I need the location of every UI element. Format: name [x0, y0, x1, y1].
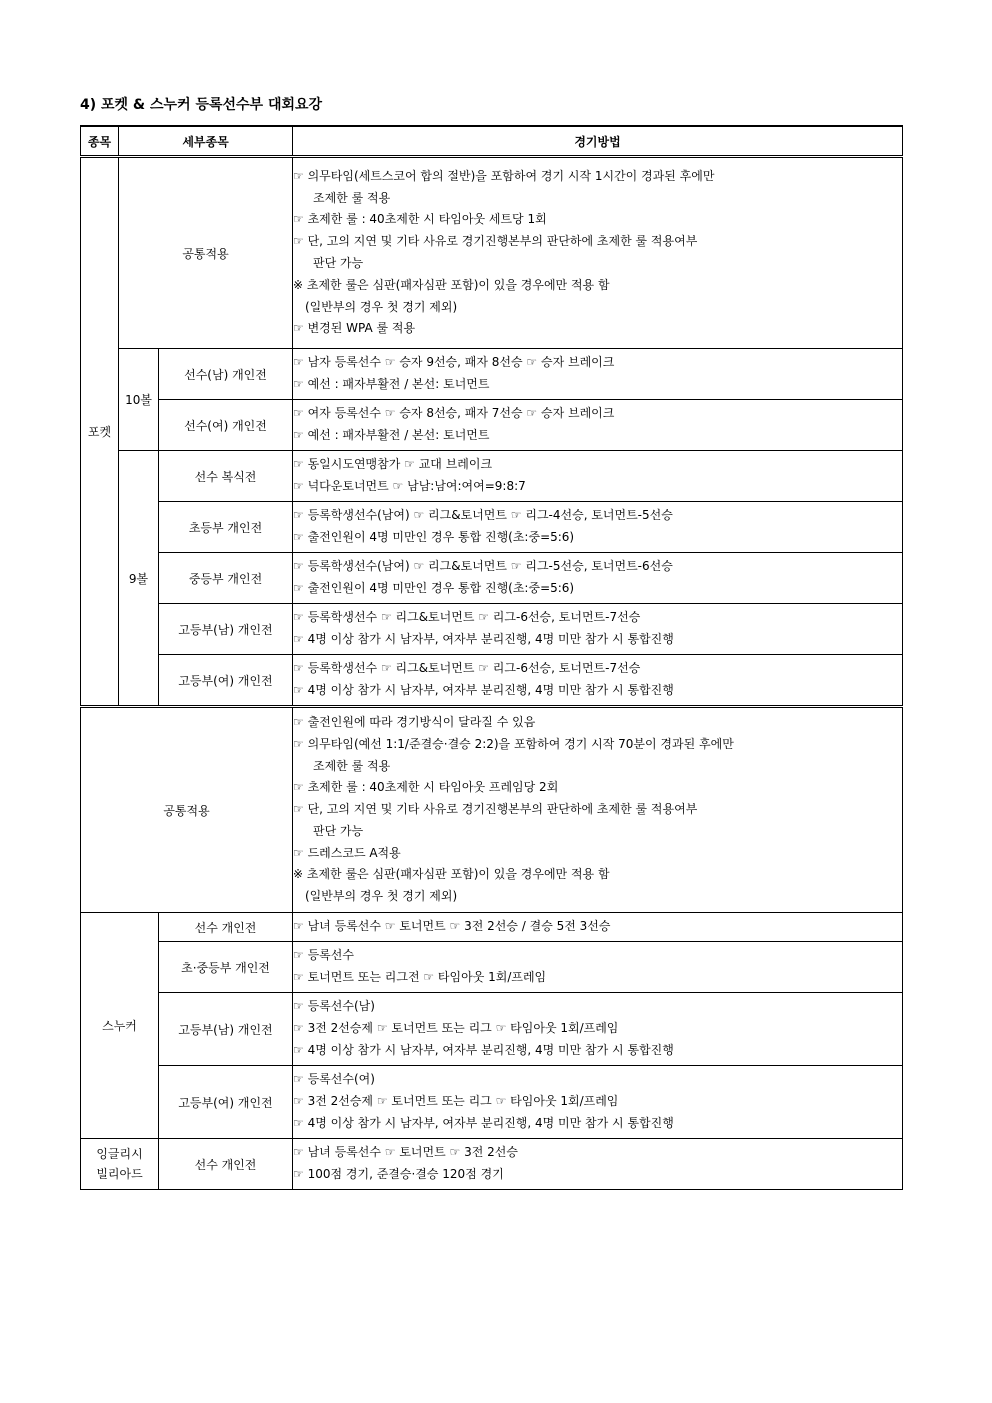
method-cell	[293, 942, 903, 993]
header-event: 종목	[81, 126, 119, 157]
method-cell	[293, 913, 903, 942]
list-item: ☞ 동일시도연맹참가 ☞ 교대 브레이크	[293, 457, 493, 472]
table-row	[81, 1066, 903, 1139]
snooker-common-method	[293, 707, 903, 913]
list-item: 판단 가능	[313, 256, 364, 270]
rules-table	[80, 125, 903, 1190]
pocket-common-label: 공통적용	[119, 157, 293, 349]
english-label-line2: 빌리아드	[96, 1167, 143, 1181]
list-item: ☞ 남녀 등록선수 ☞ 토너먼트 ☞ 3전 2선승 / 결승 5전 3선승	[293, 919, 611, 934]
pocket-common-method	[293, 157, 903, 349]
method-cell	[293, 604, 903, 655]
list-item: ☞ 넉다운토너먼트 ☞ 남남:남여:여여=9:8:7	[293, 479, 526, 493]
sub-event-name: 고등부(여) 개인전	[159, 1066, 293, 1139]
table-row	[81, 1139, 903, 1190]
method-cell	[293, 451, 903, 502]
list-item: ☞ 4명 이상 참가 시 남자부, 여자부 분리진행, 4명 미만 참가 시 통합진행	[293, 1115, 674, 1130]
snooker-common-label: 공통적용	[81, 707, 293, 913]
list-item: ☞ 출전인원이 4명 미만인 경우 통합 진행(초:중=5:6)	[293, 581, 575, 595]
method-cell	[293, 1066, 903, 1139]
list-item: ☞ 3전 2선승제 ☞ 토너먼트 또는 리그 ☞ 타임아웃 1회/프레임	[293, 1021, 619, 1036]
list-item: ☞ 의무타임(예선 1:1/준결승·결승 2:2)을 포함하여 경기 시작 70분이 경과된 후에만	[293, 736, 734, 751]
table-row	[81, 502, 903, 553]
snooker-label: 스누커	[81, 913, 159, 1139]
list-item: ☞ 등록학생선수 ☞ 리그&토너먼트 ☞ 리그-6선승, 토너먼트-7선승	[293, 661, 641, 676]
method-cell	[293, 993, 903, 1066]
header-method: 경기방법	[293, 126, 903, 157]
header-sub-event: 세부종목	[119, 126, 293, 157]
table-row	[81, 993, 903, 1066]
list-item: ☞ 등록선수(남)	[293, 999, 375, 1014]
header-row	[81, 126, 903, 157]
list-item: ☞ 등록학생선수(남여) ☞ 리그&토너먼트 ☞ 리그-5선승, 토너먼트-6선승	[293, 559, 673, 574]
list-item: ☞ 예선 : 패자부활전 / 본선: 토너먼트	[293, 377, 490, 391]
ball9-label: 9볼	[119, 451, 159, 707]
list-item: ☞ 100점 경기, 준결승·결승 120점 경기	[293, 1167, 504, 1181]
list-item: ☞ 4명 이상 참가 시 남자부, 여자부 분리진행, 4명 미만 참가 시 통합진행	[293, 683, 674, 697]
list-item: ☞ 4명 이상 참가 시 남자부, 여자부 분리진행, 4명 미만 참가 시 통합진행	[293, 1042, 674, 1057]
list-item: 판단 가능	[313, 823, 364, 838]
method-cell	[293, 400, 903, 451]
table-row	[81, 451, 903, 502]
table-row	[81, 349, 903, 400]
list-item: ☞ 등록학생선수(남여) ☞ 리그&토너먼트 ☞ 리그-4선승, 토너먼트-5선승	[293, 508, 673, 523]
table-row	[81, 400, 903, 451]
ball10-label: 10볼	[119, 349, 159, 451]
english-label	[81, 1139, 159, 1190]
list-item: ☞ 출전인원이 4명 미만인 경우 통합 진행(초:중=5:6)	[293, 530, 575, 544]
list-item: ※ 초제한 룰은 심판(패자심판 포함)이 있을 경우에만 적용 함	[293, 277, 610, 292]
list-item: ☞ 등록선수(여)	[293, 1072, 375, 1087]
table-row	[81, 655, 903, 707]
method-cell	[293, 655, 903, 707]
list-item: ☞ 단, 고의 지연 및 기타 사유로 경기진행본부의 판단하에 초제한 룰 적용여부	[293, 802, 698, 817]
sub-event-name: 고등부(남) 개인전	[159, 993, 293, 1066]
list-item: ☞ 등록선수	[293, 948, 354, 963]
sub-event-name: 초·중등부 개인전	[159, 942, 293, 993]
table-row	[81, 942, 903, 993]
sub-event-name: 고등부(여) 개인전	[159, 655, 293, 707]
table-row	[81, 604, 903, 655]
sub-event-name: 고등부(남) 개인전	[159, 604, 293, 655]
pocket-common-row	[81, 157, 903, 349]
pocket-label: 포켓	[81, 157, 119, 707]
method-cell	[293, 349, 903, 400]
list-item: ☞ 드레스코드 A적용	[293, 845, 401, 860]
sub-event-name: 중등부 개인전	[159, 553, 293, 604]
list-item: ☞ 토너먼트 또는 리그전 ☞ 타임아웃 1회/프레임	[293, 970, 547, 984]
list-item: (일반부의 경우 첫 경기 제외)	[305, 889, 458, 904]
list-item: ☞ 남녀 등록선수 ☞ 토너먼트 ☞ 3전 2선승	[293, 1145, 518, 1160]
list-item: ☞ 초제한 룰 : 40초제한 시 타임아웃 프레임당 2회	[293, 780, 559, 795]
sub-event-name: 초등부 개인전	[159, 502, 293, 553]
method-cell	[293, 1139, 903, 1190]
sub-event-name: 선수 개인전	[159, 1139, 293, 1190]
table-row	[81, 913, 903, 942]
sub-event-name: 선수(여) 개인전	[159, 400, 293, 451]
method-cell	[293, 553, 903, 604]
english-label-line1: 잉글리시	[96, 1147, 143, 1161]
list-item: ☞ 초제한 룰 : 40초제한 시 타임아웃 세트당 1회	[293, 212, 547, 227]
list-item: ☞ 출전인원에 따라 경기방식이 달라질 수 있음	[293, 714, 536, 729]
list-item: ☞ 변경된 WPA 룰 적용	[293, 321, 416, 336]
sub-event-name: 선수 복식전	[159, 451, 293, 502]
section-heading: 4) 포켓 & 스누커 등록선수부 대회요강	[80, 97, 323, 113]
list-item: 조제한 룰 적용	[313, 758, 391, 773]
list-item: ☞ 여자 등록선수 ☞ 승자 8선승, 패자 7선승 ☞ 승자 브레이크	[293, 406, 615, 421]
list-item: ☞ 의무타임(세트스코어 합의 절반)을 포함하여 경기 시작 1시간이 경과된 후에만	[293, 168, 715, 183]
method-cell	[293, 502, 903, 553]
list-item: ☞ 예선 : 패자부활전 / 본선: 토너먼트	[293, 428, 490, 442]
sub-event-name: 선수(남) 개인전	[159, 349, 293, 400]
list-item: ※ 초제한 룰은 심판(패자심판 포함)이 있을 경우에만 적용 함	[293, 867, 610, 882]
list-item: ☞ 남자 등록선수 ☞ 승자 9선승, 패자 8선승 ☞ 승자 브레이크	[293, 355, 615, 370]
list-item: ☞ 등록학생선수 ☞ 리그&토너먼트 ☞ 리그-6선승, 토너먼트-7선승	[293, 610, 641, 625]
list-item: ☞ 단, 고의 지연 및 기타 사유로 경기진행본부의 판단하에 초제한 룰 적용여부	[293, 234, 698, 249]
sub-event-name: 선수 개인전	[159, 913, 293, 942]
list-item: ☞ 3전 2선승제 ☞ 토너먼트 또는 리그 ☞ 타임아웃 1회/프레임	[293, 1094, 619, 1109]
list-item: (일반부의 경우 첫 경기 제외)	[305, 299, 458, 314]
list-item: ☞ 4명 이상 참가 시 남자부, 여자부 분리진행, 4명 미만 참가 시 통합진행	[293, 632, 674, 646]
list-item: 조제한 룰 적용	[313, 190, 391, 205]
table-row	[81, 553, 903, 604]
snooker-common-row	[81, 707, 903, 913]
